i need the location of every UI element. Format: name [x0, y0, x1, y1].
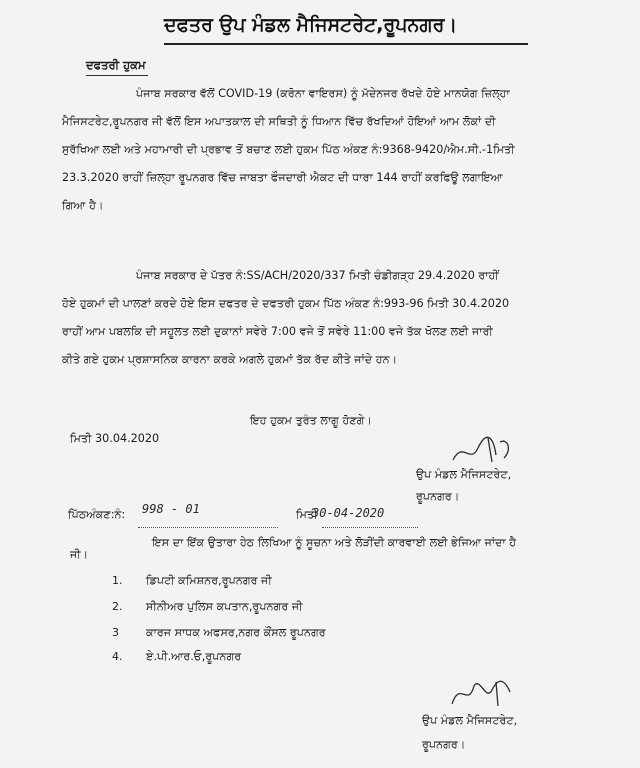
paragraph-shop-order	[62, 262, 622, 374]
paragraph-line: ਗਿਆ ਹੈ।	[62, 199, 104, 212]
recipient-item: ਏ.ਪੀ.ਆਰ.ਓ,ਰੂਪਨਗਰ	[146, 650, 242, 663]
signatory-title-copy: ਉਪ ਮੰਡਲ ਮੈਜਿਸਟਰੇਟ,	[422, 714, 518, 727]
signature-2	[446, 672, 526, 712]
endorsement-number: 998 - 01	[142, 502, 200, 516]
order-heading-underline	[86, 75, 148, 76]
paragraph-line: ਰਾਹੀਂ ਆਮ ਪਬਲਕਿ ਦੀ ਸਹੂਲਤ ਲਈ ਦੁਕਾਨਾਂ ਸਵੇਰੇ 7:00 ਵਜੇ ਤੋਂ ਸਵੇਰੇ 11:00 ਵਜੇ ਤੱਕ ਖੋਲਣ ਲਈ ਜਾਰੀ	[62, 325, 493, 338]
paragraph-line: ਹੋਏ ਹੁਕਮਾਂ ਦੀ ਪਾਲਣਾਂ ਕਰਦੇ ਹੋਏ ਇਸ ਦਫਤਰ ਦੇ ਦਫਤਰੀ ਹੁਕਮ ਪਿੱਠ ਅੰਕਣ ਨੰ:993-96 ਮਿਤੀ 30.4.2020	[62, 297, 510, 310]
endorsement-date-line	[322, 526, 418, 528]
recipient-number: 4.	[112, 650, 123, 663]
endorsement-date-label: ਮਿਤੀ	[296, 508, 318, 521]
signatory-title: ਉਪ ਮੰਡਲ ਮੈਜਿਸਟਰੇਟ,	[416, 468, 512, 481]
paragraph-line: ਮੈਜਿਸਟਰੇਟ,ਰੂਪਨਗਰ ਜੀ ਵੱਲੋਂ ਇਸ ਅਪਾਤਕਾਲ ਦੀ ਸਥਿਤੀ ਨੂੰ ਧਿਆਨ ਵਿੱਚ ਰੱਖਦਿਆਂ ਹੋਇਆਂ ਆਮ ਲੋਕਾਂ ਦੀ	[62, 115, 496, 128]
signatory-place: ਰੂਪਨਗਰ।	[416, 490, 460, 503]
recipient-item: ਸੀਨੀਅਰ ਪੁਲਿਸ ਕਪਤਾਨ,ਰੂਪਨਗਰ ਜੀ	[146, 600, 303, 613]
recipient-item: ਕਾਰਜ ਸਾਧਕ ਅਫਸਰ,ਨਗਰ ਕੌਂਸਲ ਰੂਪਨਗਰ	[146, 626, 326, 639]
paragraph-line: ਸੁਰੱਖਿਆ ਲਈ ਅਤੇ ਮਹਾਮਾਰੀ ਦੀ ਪ੍ਰਭਾਵ ਤੋਂ ਬਚਾਣ ਲਈ ਹੁਕਮ ਪਿੱਠ ਅੰਕਣ ਨੰ:9368-9420/ਐਮ.ਸੀ.-1ਮਿਤੀ	[62, 143, 515, 156]
immediate-effect-text: ਇਹ ਹੁਕਮ ਤੁਰੰਤ ਲਾਗੂ ਹੋਣਗੇ।	[250, 414, 372, 427]
copy-forward-text: ਇਸ ਦਾ ਇੱਕ ਉਤਾਰਾ ਹੇਠ ਲਿਖਿਆ ਨੂੰ ਸੂਚਨਾ ਅਤੇ ਲੋੜੀਂਦੀ ਕਾਰਵਾਈ ਲਈ ਭੇਜਿਆ ਜਾਂਦਾ ਹੈ	[152, 536, 517, 549]
copy-forward-text-end: ਜੀ।	[70, 548, 89, 561]
endorsement-number-line	[138, 526, 278, 528]
paragraph-line: 23.3.2020 ਰਾਹੀਂ ਜ਼ਿਲ੍ਹਾ ਰੂਪਨਗਰ ਵਿੱਚ ਜਾਬਤਾ ਫੌਜਦਾਰੀ ਐਕਟ ਦੀ ਧਾਰਾ 144 ਰਾਹੀਂ ਕਰਫਿਊ ਲਗਾਇਆ	[62, 171, 503, 184]
signatory-place-copy: ਰੂਪਨਗਰ।	[422, 738, 466, 751]
endorsement-label: ਪਿੱਠਅੰਕਣ:ਨੰ:	[68, 508, 126, 521]
title-underline	[164, 43, 528, 45]
recipient-number: 1.	[112, 574, 123, 587]
paragraph-line: ਕੀਤੇ ਗਏ ਹੁਕਮ ਪ੍ਰਸ਼ਾਸਨਿਕ ਕਾਰਨਾ ਕਰਕੇ ਅਗਲੇ ਹੁਕਮਾਂ ਤੱਕ ਰੱਦ ਕੀਤੇ ਜਾਂਦੇ ਹਨ।	[62, 353, 398, 366]
endorsement-date: 30-04-2020	[312, 506, 385, 520]
paragraph-covid-curfew	[62, 80, 622, 220]
recipient-item: ਡਿਪਟੀ ਕਮਿਸ਼ਨਰ,ਰੂਪਨਗਰ ਜੀ	[146, 574, 272, 587]
recipient-number: 2.	[112, 600, 123, 613]
paragraph-line: ਪੰਜਾਬ ਸਰਕਾਰ ਵੱਲੋਂ COVID-19 (ਕਰੋਨਾ ਵਾਇਰਸ) ਨੂੰ ਮੱਦੇਨਜਰ ਰੱਖਦੇ ਹੋਏ ਮਾਨਯੋਗ ਜ਼ਿਲ੍ਹਾ	[136, 87, 510, 100]
order-heading: ਦਫਤਰੀ ਹੁਕਮ	[86, 58, 146, 72]
recipient-number: 3	[112, 626, 119, 639]
signature-1	[448, 430, 518, 470]
paragraph-line: ਪੰਜਾਬ ਸਰਕਾਰ ਦੇ ਪੱਤਰ ਨੰ:SS/ACH/2020/337 ਮਿਤੀ ਚੰਡੀਗੜ੍ਹ 29.4.2020 ਰਾਹੀਂ	[136, 269, 499, 282]
page-title: ਦਫਤਰ ਉਪ ਮੰਡਲ ਮੈਜਿਸਟਰੇਟ,ਰੂਪਨਗਰ।	[164, 14, 458, 36]
order-date: ਮਿਤੀ 30.04.2020	[70, 432, 160, 445]
